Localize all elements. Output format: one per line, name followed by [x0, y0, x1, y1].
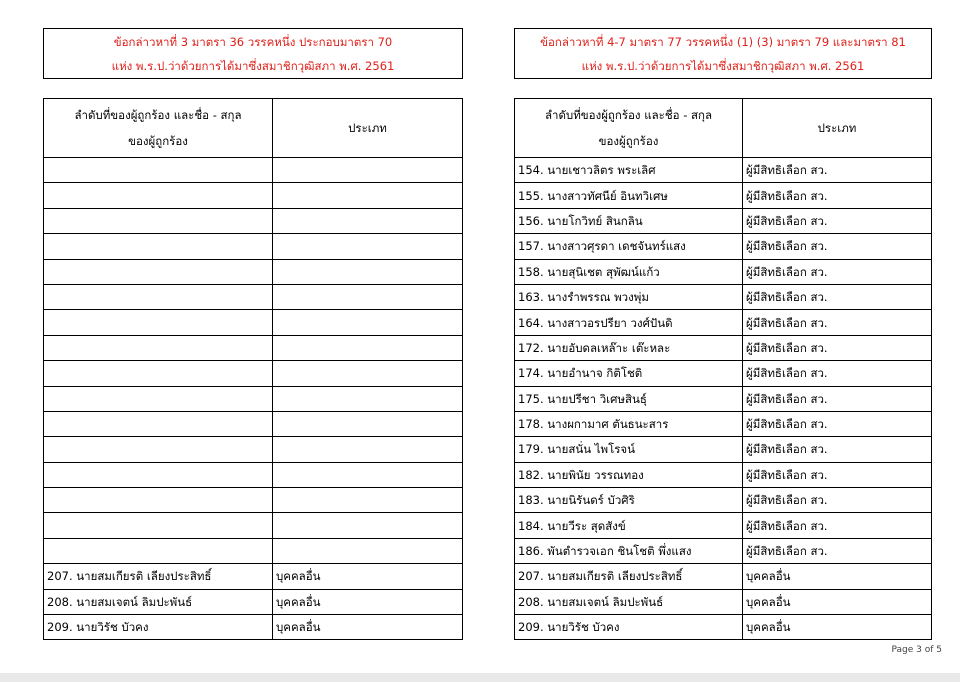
respondent-name-cell: 179. นายสนั่น ไพโรจน์: [515, 437, 743, 462]
table-row: [44, 158, 463, 183]
left-column-header-name-line-1: ลำดับที่ของผู้ถูกร้อง และชื่อ - สกุล: [74, 108, 242, 122]
respondent-name-cell: [44, 488, 273, 513]
left-heading-line-2: แห่ง พ.ร.ป.ว่าด้วยการได้มาซึ่งสมาชิกวุฒิสภา พ.ศ. 2561: [111, 58, 395, 73]
respondent-type-cell: [273, 411, 463, 436]
table-row: [515, 361, 932, 386]
table-row: [44, 411, 463, 436]
left-column-header-type: ประเภท: [273, 99, 463, 158]
respondent-name-cell: [44, 437, 273, 462]
respondent-type-cell: [273, 259, 463, 284]
respondent-name-cell: 163. นางรำพรรณ พวงพุ่ม: [515, 284, 743, 309]
respondent-type-cell: [273, 284, 463, 309]
respondent-type-cell: บุคคลอื่น: [743, 564, 932, 589]
respondent-type-cell: บุคคลอื่น: [273, 564, 463, 589]
right-column-header-name-line-2: ของผู้ถูกร้อง: [598, 134, 659, 148]
respondent-type-cell: ผู้มีสิทธิเลือก สว.: [743, 234, 932, 259]
respondent-type-cell: ผู้มีสิทธิเลือก สว.: [743, 462, 932, 487]
right-table-header-row: [515, 99, 932, 158]
table-row: [515, 386, 932, 411]
respondent-name-cell: 175. นายปรีชา วิเศษสินธุ์: [515, 386, 743, 411]
respondent-type-cell: [273, 488, 463, 513]
respondent-type-cell: [273, 462, 463, 487]
right-heading-line-2: แห่ง พ.ร.ป.ว่าด้วยการได้มาซึ่งสมาชิกวุฒิสภา พ.ศ. 2561: [581, 58, 865, 73]
respondent-type-cell: [273, 183, 463, 208]
respondent-type-cell: ผู้มีสิทธิเลือก สว.: [743, 158, 932, 183]
respondent-type-cell: ผู้มีสิทธิเลือก สว.: [743, 411, 932, 436]
respondent-type-cell: [273, 234, 463, 259]
right-column-header-type: ประเภท: [743, 99, 932, 158]
respondent-name-cell: 157. นางสาวศุรดา เดชจันทร์แสง: [515, 234, 743, 259]
respondent-name-cell: 208. นายสมเจตน์ ลิมปะพันธ์: [44, 589, 273, 614]
respondent-name-cell: 182. นายพินัย วรรณทอง: [515, 462, 743, 487]
respondent-type-cell: ผู้มีสิทธิเลือก สว.: [743, 335, 932, 360]
left-heading-box: [43, 28, 463, 79]
respondent-name-cell: 172. นายอับดลเหล๊าะ เต๊ะหละ: [515, 335, 743, 360]
left-column-header-name: [44, 99, 273, 158]
table-row: [515, 234, 932, 259]
respondent-type-cell: ผู้มีสิทธิเลือก สว.: [743, 513, 932, 538]
respondent-type-cell: [273, 386, 463, 411]
respondent-type-cell: ผู้มีสิทธิเลือก สว.: [743, 183, 932, 208]
table-row: [515, 437, 932, 462]
table-row: [515, 183, 932, 208]
right-heading-box: [514, 28, 932, 79]
right-heading-line-1: ข้อกล่าวหาที่ 4-7 มาตรา 77 วรรคหนึ่ง (1) (3) มาตรา 79 และมาตรา 81: [540, 34, 906, 49]
right-column-header-name-line-1: ลำดับที่ของผู้ถูกร้อง และชื่อ - สกุล: [544, 108, 713, 122]
respondent-name-cell: 184. นายวีระ สุดสังข์: [515, 513, 743, 538]
right-column-header-name: [515, 99, 743, 158]
respondent-type-cell: [273, 437, 463, 462]
table-row: [515, 259, 932, 284]
respondent-type-cell: [273, 361, 463, 386]
table-row: [515, 158, 932, 183]
left-heading-line-1: ข้อกล่าวหาที่ 3 มาตรา 36 วรรคหนึ่ง ประกอบมาตรา 70: [113, 34, 393, 49]
respondent-name-cell: [44, 462, 273, 487]
table-row: [515, 564, 932, 589]
respondent-name-cell: [44, 234, 273, 259]
respondent-name-cell: [44, 538, 273, 563]
respondent-name-cell: 207. นายสมเกียรติ เลียงประสิทธิ์: [44, 564, 273, 589]
table-row: [515, 335, 932, 360]
respondent-name-cell: [44, 335, 273, 360]
respondent-name-cell: [44, 310, 273, 335]
table-row: [44, 386, 463, 411]
respondent-name-cell: 158. นายสุนิเชต สุพัฒน์แก้ว: [515, 259, 743, 284]
respondent-name-cell: [44, 411, 273, 436]
respondent-type-cell: บุคคลอื่น: [743, 615, 932, 640]
respondent-name-cell: [44, 513, 273, 538]
respondent-type-cell: บุคคลอื่น: [743, 589, 932, 614]
respondent-name-cell: [44, 183, 273, 208]
table-row: [515, 462, 932, 487]
respondent-name-cell: [44, 284, 273, 309]
right-table: [514, 98, 932, 640]
table-row: [515, 310, 932, 335]
respondent-type-cell: ผู้มีสิทธิเลือก สว.: [743, 361, 932, 386]
table-row: [44, 538, 463, 563]
respondent-name-cell: 164. นางสาวอรปรียา วงศ์ปันดิ: [515, 310, 743, 335]
respondent-name-cell: [44, 158, 273, 183]
respondent-type-cell: ผู้มีสิทธิเลือก สว.: [743, 538, 932, 563]
respondent-name-cell: 155. นางสาวทัศนีย์ อินทวิเศษ: [515, 183, 743, 208]
respondent-type-cell: ผู้มีสิทธิเลือก สว.: [743, 386, 932, 411]
table-row: [44, 462, 463, 487]
right-table-body: [515, 158, 932, 640]
left-table: [43, 98, 463, 640]
respondent-type-cell: [273, 158, 463, 183]
left-panel: [43, 28, 463, 640]
table-row: [44, 208, 463, 233]
table-row: [515, 589, 932, 614]
respondent-name-cell: [44, 208, 273, 233]
table-row: [515, 513, 932, 538]
respondent-name-cell: [44, 361, 273, 386]
respondent-name-cell: [44, 386, 273, 411]
respondent-type-cell: [273, 335, 463, 360]
table-row: [515, 538, 932, 563]
table-row: [44, 284, 463, 309]
table-row: [44, 589, 463, 614]
respondent-type-cell: ผู้มีสิทธิเลือก สว.: [743, 284, 932, 309]
table-row: [515, 615, 932, 640]
respondent-name-cell: 156. นายโกวิทย์ สินกลิน: [515, 208, 743, 233]
respondent-name-cell: 154. นายเชาวลิตร พระเลิศ: [515, 158, 743, 183]
respondent-type-cell: [273, 538, 463, 563]
table-row: [44, 259, 463, 284]
table-row: [44, 564, 463, 589]
table-row: [44, 234, 463, 259]
respondent-type-cell: ผู้มีสิทธิเลือก สว.: [743, 437, 932, 462]
table-row: [44, 183, 463, 208]
table-row: [44, 361, 463, 386]
table-row: [44, 437, 463, 462]
left-column-header-name-line-2: ของผู้ถูกร้อง: [128, 134, 188, 148]
table-row: [44, 310, 463, 335]
table-row: [44, 513, 463, 538]
respondent-name-cell: 186. พันตำรวจเอก ชินโชติ พึ่งแสง: [515, 538, 743, 563]
table-row: [44, 488, 463, 513]
table-row: [44, 335, 463, 360]
left-table-header-row: [44, 99, 463, 158]
respondent-name-cell: 178. นางผกามาศ ตันธนะสาร: [515, 411, 743, 436]
respondent-name-cell: 183. นายนิรันดร์ บัวศิริ: [515, 488, 743, 513]
respondent-name-cell: [44, 259, 273, 284]
respondent-type-cell: บุคคลอื่น: [273, 589, 463, 614]
respondent-type-cell: [273, 310, 463, 335]
bottom-scroll-strip: [0, 673, 960, 682]
respondent-name-cell: 174. นายอำนาจ กิติโชติ: [515, 361, 743, 386]
table-row: [515, 488, 932, 513]
respondent-name-cell: 209. นายวิรัช บัวคง: [44, 615, 273, 640]
table-row: [515, 208, 932, 233]
respondent-name-cell: 209. นายวิรัช บัวคง: [515, 615, 743, 640]
respondent-type-cell: ผู้มีสิทธิเลือก สว.: [743, 259, 932, 284]
respondent-type-cell: ผู้มีสิทธิเลือก สว.: [743, 310, 932, 335]
left-table-body: [44, 158, 463, 640]
respondent-type-cell: บุคคลอื่น: [273, 615, 463, 640]
respondent-type-cell: [273, 513, 463, 538]
page-number: Page 3 of 5: [891, 645, 942, 655]
table-row: [44, 615, 463, 640]
table-row: [515, 411, 932, 436]
table-row: [515, 284, 932, 309]
right-panel: [514, 28, 932, 640]
respondent-type-cell: [273, 208, 463, 233]
respondent-type-cell: ผู้มีสิทธิเลือก สว.: [743, 208, 932, 233]
respondent-name-cell: 208. นายสมเจตน์ ลิมปะพันธ์: [515, 589, 743, 614]
respondent-type-cell: ผู้มีสิทธิเลือก สว.: [743, 488, 932, 513]
respondent-name-cell: 207. นายสมเกียรติ เลียงประสิทธิ์: [515, 564, 743, 589]
